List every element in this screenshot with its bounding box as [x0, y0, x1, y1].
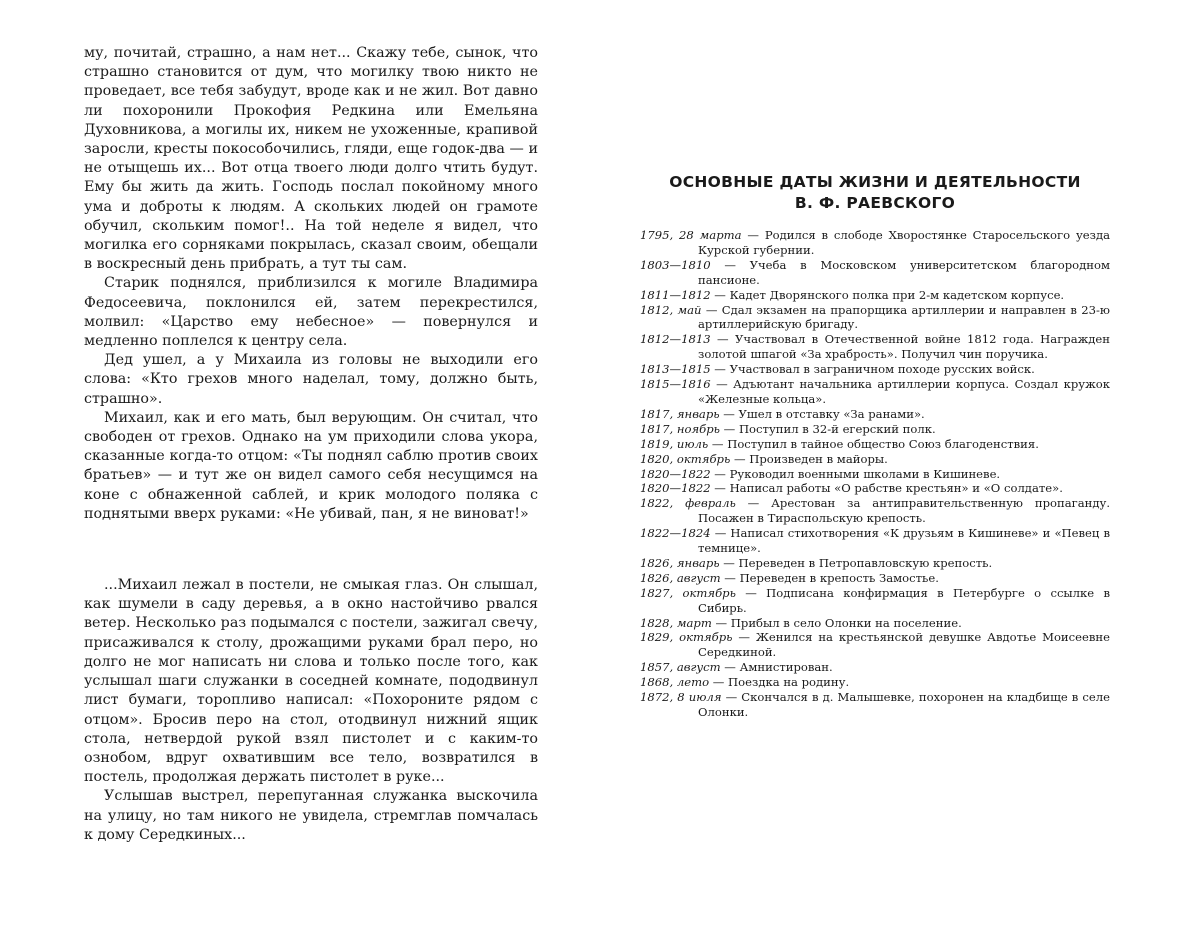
- entry-date: 1803—1810: [640, 258, 711, 272]
- paragraph: Дед ушел, а у Михаила из головы не выходили его слова: «Кто грехов много наделал, тому, должно быть, страшно».: [84, 351, 538, 409]
- entry-text: — Кадет Дворянского полка при 2-м кадетском корпусе.: [711, 288, 1065, 302]
- chronology-entry: [640, 571, 1110, 586]
- chronology-entry: [640, 526, 1110, 556]
- entry-text: — Арестован за антиправительственную пропаганду. Посажен в Тираспольскую крепость.: [698, 496, 1110, 525]
- chronology-entry: [640, 377, 1110, 407]
- chronology-entry: [640, 437, 1110, 452]
- story-text: [84, 44, 538, 845]
- entry-text: — Адъютант начальника артиллерии корпуса. Создал кружок «Железные кольца».: [698, 377, 1110, 406]
- entry-text: — Поездка на родину.: [709, 675, 849, 689]
- chronology-title: [640, 172, 1110, 214]
- entry-date: 1828, март: [640, 616, 712, 630]
- entry-text: — Переведен в крепость Замостье.: [721, 571, 939, 585]
- entry-text: — Руководил военными школами в Кишиневе.: [711, 467, 1001, 481]
- entry-date: 1795, 28 марта: [640, 228, 742, 242]
- entry-text: — Поступил в тайное общество Союз благоденствия.: [708, 437, 1039, 451]
- entry-text: — Участвовал в Отечественной войне 1812 года. Награжден золотой шпагой «За храбрость». Получил чин поручика.: [698, 332, 1110, 361]
- entry-date: 1826, январь: [640, 556, 720, 570]
- chronology-entry: [640, 303, 1110, 333]
- entry-date: 1857, август: [640, 660, 721, 674]
- section-break: [84, 524, 538, 576]
- chronology-list: [640, 228, 1110, 720]
- paragraph: Услышав выстрел, перепуганная служанка выскочила на улицу, но там никого не увидела, стремглав помчалась к дому Середкиных...: [84, 787, 538, 845]
- chronology-entry: [640, 630, 1110, 660]
- right-page: [640, 0, 1110, 927]
- chronology-entry: [640, 422, 1110, 437]
- chronology-entry: [640, 452, 1110, 467]
- entry-date: 1868, лето: [640, 675, 709, 689]
- chronology-entry: [640, 660, 1110, 675]
- entry-date: 1822—1824: [640, 526, 711, 540]
- entry-text: — Ушел в отставку «За ранами».: [720, 407, 925, 421]
- entry-text: — Амнистирован.: [721, 660, 833, 674]
- entry-date: 1817, ноябрь: [640, 422, 720, 436]
- paragraph: Михаил, как и его мать, был верующим. Он считал, что свободен от грехов. Однако на ум приходили слова укора, сказанные когда-то отцом: «Ты поднял саблю против своих братьев» — и тут же он видел самого себя несущимся на коне с обнаженной саблей, и крик молодого поляка с поднятыми вверх руками: «Не убивай, пан, я не виноват!»: [84, 409, 538, 524]
- paragraph: ...Михаил лежал в постели, не смыкая глаз. Он слышал, как шумели в саду деревья, а в окно настойчиво рвался ветер. Несколько раз подымался с постели, зажигал свечу, присаживался к столу, дрожащими руками брал перо, но долго не мог написать ни слова и только после того, как услышал шаги служанки в соседней комнате, пододвинул лист бумаги, торопливо написал: «Похороните рядом с отцом». Бросив перо на стол, отодвинул нижний ящик стола, нетвердой рукой взял пистолет и с каким-то ознобом, вдруг охватившим все тело, возвратился в постель, продолжая держать пистолет в руке...: [84, 576, 538, 787]
- entry-text: — Скончался в д. Малышевке, похоронен на кладбище в селе Олонки.: [698, 690, 1110, 719]
- entry-text: — Написал работы «О рабстве крестьян» и «О солдате».: [711, 481, 1063, 495]
- entry-date: 1820—1822: [640, 467, 711, 481]
- chronology-entry: [640, 616, 1110, 631]
- entry-date: 1872, 8 июля: [640, 690, 722, 704]
- title-line: ОСНОВНЫЕ ДАТЫ ЖИЗНИ И ДЕЯТЕЛЬНОСТИ: [640, 172, 1110, 193]
- chronology-entry: [640, 690, 1110, 720]
- entry-date: 1829, октябрь: [640, 630, 732, 644]
- chronology-entry: [640, 586, 1110, 616]
- chronology-entry: [640, 362, 1110, 377]
- entry-text: — Произведен в майоры.: [730, 452, 888, 466]
- left-page: [84, 0, 538, 927]
- entry-text: — Поступил в 32-й егерский полк.: [720, 422, 936, 436]
- chronology-entry: [640, 228, 1110, 258]
- chronology-entry: [640, 496, 1110, 526]
- entry-date: 1827, октябрь: [640, 586, 736, 600]
- chronology-entry: [640, 332, 1110, 362]
- entry-text: — Участвовал в заграничном походе русских войск.: [711, 362, 1035, 376]
- entry-date: 1815—1816: [640, 377, 711, 391]
- chronology-entry: [640, 675, 1110, 690]
- entry-text: — Подписана конфирмация в Петербурге о ссылке в Сибирь.: [698, 586, 1110, 615]
- title-line: В. Ф. РАЕВСКОГО: [640, 193, 1110, 214]
- entry-text: — Женился на крестьянской девушке Авдотье Моисеевне Середкиной.: [698, 630, 1110, 659]
- chronology-entry: [640, 288, 1110, 303]
- entry-text: — Учеба в Московском университетском благородном пансионе.: [698, 258, 1110, 287]
- entry-date: 1812—1813: [640, 332, 711, 346]
- paragraph: му, почитай, страшно, а нам нет... Скажу тебе, сынок, что страшно становится от дум, что могилку твою никто не проведает, все тебя забудут, вроде как и не жил. Вот давно ли похоронили Прокофия Редкина или Емельяна Духовникова, а могилы их, никем не ухоженные, крапивой заросли, кресты покособочились, гляди, еще годок-два — и не отыщешь их... Вот отца твоего люди долго чтить будут. Ему бы жить да жить. Господь послал покойному много ума и доброты к людям. А скольких людей он грамоте обучил, скольким помог!.. На той неделе я видел, что могилка его сорняками покрылась, сказал своим, обещали в воскресный день прибрать, а тут ты сам.: [84, 44, 538, 274]
- entry-date: 1817, январь: [640, 407, 720, 421]
- entry-text: — Сдал экзамен на прапорщика артиллерии и направлен в 23-ю артиллерийскую бригаду.: [698, 303, 1110, 332]
- entry-date: 1812, май: [640, 303, 702, 317]
- entry-date: 1820—1822: [640, 481, 711, 495]
- entry-date: 1811—1812: [640, 288, 711, 302]
- entry-date: 1826, август: [640, 571, 721, 585]
- entry-date: 1819, июль: [640, 437, 708, 451]
- chronology-entry: [640, 467, 1110, 482]
- entry-text: — Прибыл в село Олонки на поселение.: [712, 616, 962, 630]
- entry-date: 1820, октябрь: [640, 452, 730, 466]
- paragraph: Старик поднялся, приблизился к могиле Владимира Федосеевича, поклонился ей, затем перекрестился, молвил: «Царство ему небесное» — повернулся и медленно поплелся к центру села.: [84, 274, 538, 351]
- entry-text: — Написал стихотворения «К друзьям в Кишиневе» и «Певец в темнице».: [698, 526, 1110, 555]
- entry-text: — Родился в слободе Хворостянке Старосельского уезда Курской губернии.: [698, 228, 1110, 257]
- chronology-entry: [640, 258, 1110, 288]
- chronology-entry: [640, 556, 1110, 571]
- chronology-entry: [640, 407, 1110, 422]
- chronology-entry: [640, 481, 1110, 496]
- entry-date: 1822, февраль: [640, 496, 736, 510]
- entry-text: — Переведен в Петропавловскую крепость.: [720, 556, 993, 570]
- entry-date: 1813—1815: [640, 362, 711, 376]
